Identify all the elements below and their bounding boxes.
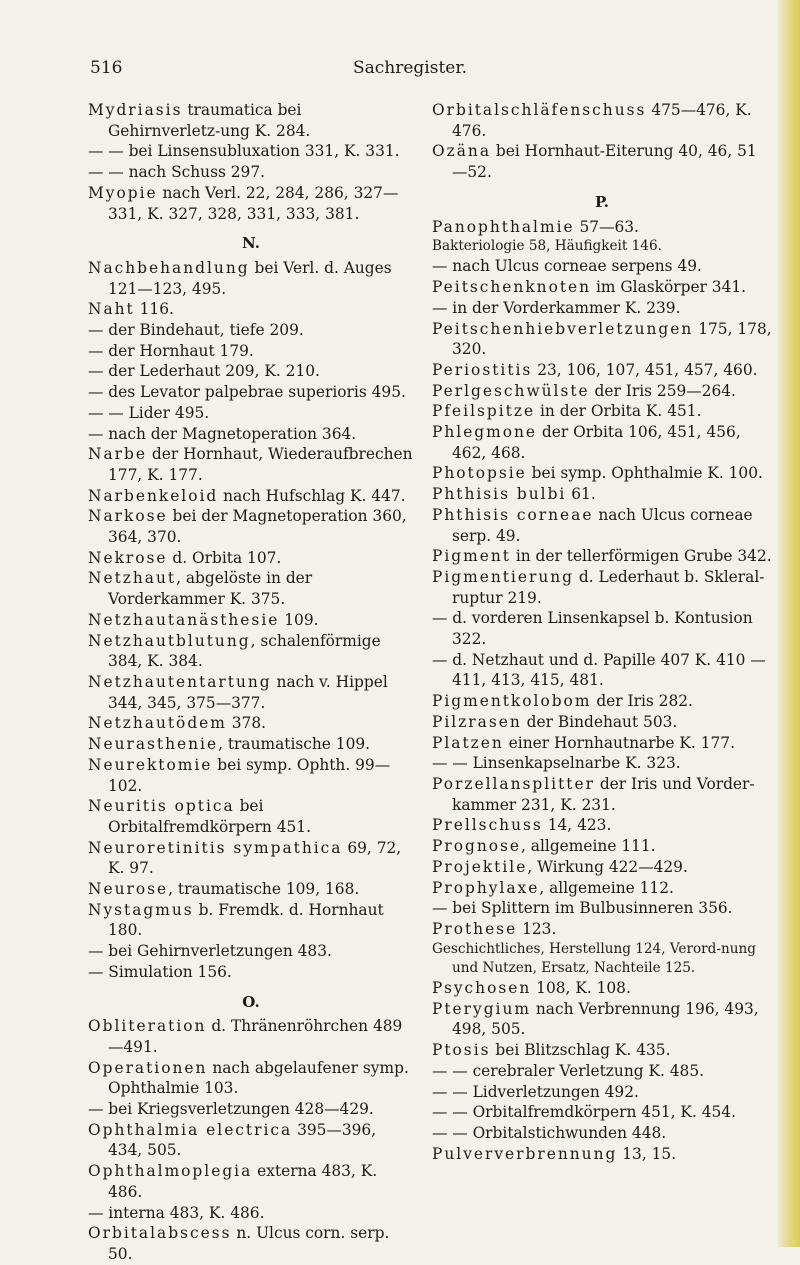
index-entry [88,141,414,162]
entry-references: — — Orbitalstichwunden 448. [432,1123,667,1142]
entry-references: d. Lederhaut b. Skleral-ruptur 219. [452,567,765,607]
entry-headword: Neurektomie [88,755,213,774]
running-title: Sachregister. [352,58,468,78]
entry-references: Geschichtliches, Herstellung 124, Verord-nung und Nutzen, Ersatz, Nachteile 125. [432,940,756,976]
index-entry [88,382,414,403]
entry-headword: Pigmentkolobom [432,692,592,711]
entry-headword: Neurose [88,880,169,899]
entry-references: 23, 106, 107, 451, 457, 460. [532,360,758,379]
entry-headword: Netzhaut [88,569,177,588]
entry-references: der Bindehaut 503. [521,712,678,731]
entry-headword: Peitschenknoten [432,278,592,297]
entry-references: in der tellerförmigen Grube 342. [510,547,772,566]
entry-references: in der Orbita K. 451. [535,402,702,421]
index-entry [432,141,772,182]
entry-references: nach Verbrennung 196, 493, 498, 505. [452,999,759,1039]
index-entry [432,1061,772,1082]
index-entry [88,796,414,837]
entry-headword: Prophylaxe [432,878,540,897]
entry-references: 395—396, 434, 505. [108,1120,377,1160]
entry-references: 109. [279,610,319,629]
entry-references: — — Lider 495. [88,403,210,422]
index-entry [432,360,772,381]
index-entry [88,1223,414,1264]
entry-references: d. Orbita 107. [167,548,282,567]
index-entry [432,857,772,878]
index-entry [88,568,414,609]
entry-references: , allgemeine 111. [521,837,656,856]
index-entry [432,217,772,238]
entry-headword: Prellschuss [432,816,543,835]
index-entry [432,1123,772,1144]
entry-references: 123. [517,919,557,938]
index-entry [432,256,772,277]
entry-headword: Narkose [88,507,168,526]
entry-references: 57—63. [574,217,639,236]
index-entry [432,691,772,712]
entry-references: Bakteriologie 58, Häufigkeit 146. [432,238,662,255]
index-entry [432,546,772,567]
page-number: 516 [90,58,123,78]
entry-headword: Nachbehandlung [88,258,250,277]
index-entry [432,919,772,940]
entry-headword: Naht [88,300,135,319]
entry-references: der Hornhaut, Wiederaufbrechen 177, K. 177. [108,445,413,484]
index-entry [432,712,772,733]
page-edge [778,0,800,1247]
entry-references: der Iris und Vorder-kammer 231, K. 231. [452,775,755,814]
index-entry [432,298,772,319]
index-entry [88,838,414,879]
index-entry [88,713,414,734]
index-entry [88,610,414,631]
index-entry [88,258,414,299]
entry-references: — — nach Schuss 297. [88,163,266,182]
entry-references: bei Verl. d. Auges 121—123, 495. [108,258,392,298]
entry-headword: Phthisis bulbi [432,485,567,504]
entry-references: — der Bindehaut, tiefe 209. [88,321,304,340]
entry-headword: Pigmentierung [432,567,574,586]
entry-headword: Neuroretinitis sympathica [88,838,343,857]
entry-references: , schalenförmige 384, K. 384. [108,631,381,671]
index-entry [432,836,772,857]
entry-headword: Ptosis [432,1041,491,1060]
entry-headword: Pigment [432,547,511,566]
entry-references: — des Levator palpebrae superioris 495. [88,383,406,402]
entry-headword: Mydriasis [88,101,183,119]
entry-references: — — Orbitalfremdkörpern 451, K. 454. [432,1103,736,1122]
entry-headword: Operationen [88,1058,208,1077]
entry-references: nach Ulcus corneae serp. 49. [452,505,753,545]
entry-references: — — Lidverletzungen 492. [432,1082,639,1101]
entry-headword: Periostitis [432,360,533,379]
entry-references: 14, 423. [542,816,612,835]
entry-headword: Neuritis optica [88,797,235,816]
entry-headword: Phlegmone [432,423,538,442]
index-entry [88,755,414,796]
entry-headword: Pulververbrennung [432,1144,618,1163]
index-entry [432,381,772,402]
entry-references: der Iris 259—264. [589,381,736,400]
entry-headword: Porzellansplitter [432,775,595,793]
entry-headword: Platzen [432,733,504,752]
entry-headword: Myopie [88,183,158,202]
index-entry [88,1058,414,1099]
index-entry [88,548,414,569]
index-entry [432,650,772,691]
entry-references: bei symp. Ophth. 99—102. [108,755,391,795]
entry-headword: Photopsie [432,464,527,483]
entry-references: , Wirkung 422—429. [527,857,688,876]
entry-references: der Orbita 106, 451, 456, 462, 468. [452,423,741,462]
entry-references: b. Fremdk. d. Hornhaut 180. [108,900,384,940]
entry-references: 475—476, K. 476. [452,101,752,140]
index-entry [432,422,772,463]
entry-headword: Prothese [432,919,518,938]
index-entry [432,898,772,919]
entry-headword: Obliteration [88,1017,207,1036]
entry-headword: Psychosen [432,979,532,998]
index-entry [88,162,414,183]
index-entry [432,733,772,754]
index-entry [88,1161,414,1202]
index-entry [432,978,772,999]
index-entry [88,1203,414,1224]
left-column [88,100,414,1265]
index-entry [88,734,414,755]
index-entry [88,299,414,320]
index-entry [432,277,772,298]
entry-headword: Nystagmus [88,900,194,919]
entry-references: — — bei Linsensubluxation 331, K. 331. [88,142,400,161]
entry-references: nach Hufschlag K. 447. [218,486,406,505]
index-entry [88,444,414,485]
entry-references: nach Verl. 22, 284, 286, 327—331, K. 327, 328, 331, 333, 381. [108,183,399,223]
entry-references: bei symp. Ophthalmie K. 100. [526,464,763,483]
index-entry [432,567,772,608]
index-entry [88,100,414,141]
entry-references: — bei Gehirnverletzungen 483. [88,942,332,961]
entry-headword: Netzhautblutung [88,631,251,650]
entry-references: — d. vorderen Linsenkapsel b. Kontusion 322. [432,609,753,649]
entry-headword: Netzhautentartung [88,672,272,691]
entry-references: — nach der Magnetoperation 364. [88,424,357,443]
entry-headword: Narbe [88,445,147,464]
entry-references: — der Hornhaut 179. [88,341,254,360]
entry-references: 108, K. 108. [531,979,631,998]
index-entry [88,1120,414,1161]
entry-references: 116. [134,300,174,319]
entry-references: 13, 15. [617,1144,677,1163]
entry-references: — Simulation 156. [88,962,232,981]
entry-references: — bei Splittern im Bulbusinneren 356. [432,899,733,918]
entry-references: 69, 72, K. 97. [108,838,402,878]
index-entry [432,100,772,141]
entry-headword: Orbitalabscess [88,1224,232,1243]
entry-references: — in der Vorderkammer K. 239. [432,298,681,317]
index-entry [88,962,414,983]
index-entry [88,941,414,962]
index-entry [432,319,772,360]
index-entry [432,940,772,978]
section-letter: N. [242,234,260,253]
entry-references: , traumatische 109, 168. [168,880,360,899]
entry-headword: Ophthalmoplegia [88,1162,253,1181]
index-entry [432,484,772,505]
index-entry [432,999,772,1040]
index-entry [432,1144,772,1165]
entry-references: — nach Ulcus corneae serpens 49. [432,257,702,276]
section-letter: O. [242,992,260,1011]
entry-references: 378. [226,714,267,733]
index-entry [432,815,772,836]
index-entry [432,1082,772,1103]
index-entry [88,1016,414,1057]
entry-references: — — cerebraler Verletzung K. 485. [432,1061,705,1080]
entry-references: — d. Netzhaut und d. Papille 407 K. 410 —411, 413, 415, 481. [432,650,766,690]
index-entry [88,486,414,507]
entry-references: — bei Kriegsverletzungen 428—429. [88,1100,374,1119]
entry-references: externa 483, K. 486. [108,1162,378,1201]
entry-references: bei Orbitalfremdkörpern 451. [108,797,311,836]
entry-headword: Perlgeschwülste [432,381,590,400]
entry-headword: Netzhautödem [88,714,227,733]
entry-headword: Pilzrasen [432,712,522,731]
entry-references: bei Hornhaut-Eiterung 40, 46, 51—52. [452,142,757,182]
entry-references: 61. [566,485,596,504]
index-entry [88,506,414,547]
index-entry [88,672,414,713]
entry-headword: Narbenkeloid [88,486,219,505]
entry-headword: Pterygium [432,999,531,1018]
index-entry [88,341,414,362]
index-entry [88,183,414,224]
entry-headword: Neurasthenie [88,735,219,754]
index-entry [432,608,772,649]
index-entry [432,401,772,422]
entry-headword: Panophthalmie [432,217,575,236]
entry-headword: Ozäna [432,142,491,161]
index-entry [88,424,414,445]
entry-references: , abgelöste in der Vorderkammer K. 375. [108,569,313,609]
entry-references: , allgemeine 112. [539,878,674,897]
page-header [60,58,760,82]
section-letter: P. [594,192,610,211]
entry-references: traumatica bei Gehirnverletz-ung K. 284. [108,101,311,140]
entry-headword: Peitschenhiebverletzungen [432,319,694,338]
index-entry [432,505,772,546]
index-entry [88,361,414,382]
entry-references: n. Ulcus corn. serp. 50. [108,1224,390,1263]
entry-references: , traumatische 109. [218,735,371,754]
index-entry [432,237,772,256]
entry-references: der Iris 282. [591,692,693,711]
index-entry [432,774,772,815]
entry-headword: Prognose [432,837,522,856]
index-entry [432,1102,772,1123]
entry-references: nach abgelaufener symp. Ophthalmie 103. [108,1058,409,1098]
entry-headword: Nekrose [88,548,168,567]
entry-headword: Netzhautanästhesie [88,610,280,629]
entry-headword: Projektile [432,857,528,876]
index-entry [432,463,772,484]
entry-headword: Orbitalschläfenschuss [432,101,647,119]
entry-references: bei Blitzschlag K. 435. [490,1041,671,1060]
index-entry [88,900,414,941]
index-entry [88,1099,414,1120]
entry-references: — der Lederhaut 209, K. 210. [88,362,320,381]
entry-references: — — Linsenkapselnarbe K. 323. [432,754,681,773]
index-entry [88,320,414,341]
entry-references: d. Thränenröhrchen 489—491. [108,1017,403,1056]
index-entry [432,878,772,899]
entry-references: einer Hornhautnarbe K. 177. [503,733,735,752]
index-entry [88,631,414,672]
entry-references: — interna 483, K. 486. [88,1203,265,1222]
index-entry [432,1040,772,1061]
index-entry [88,403,414,424]
index-entry [432,753,772,774]
index-entry [88,879,414,900]
entry-references: nach v. Hippel 344, 345, 375—377. [108,672,388,712]
entry-references: bei der Magnetoperation 360, 364, 370. [108,507,407,547]
right-column [432,100,772,1164]
entry-headword: Ophthalmia electrica [88,1120,293,1139]
entry-headword: Pfeilspitze [432,402,536,421]
entry-headword: Phthisis corneae [432,505,594,524]
entry-references: 175, 178, 320. [452,319,772,359]
entry-references: im Glaskörper 341. [591,278,747,297]
